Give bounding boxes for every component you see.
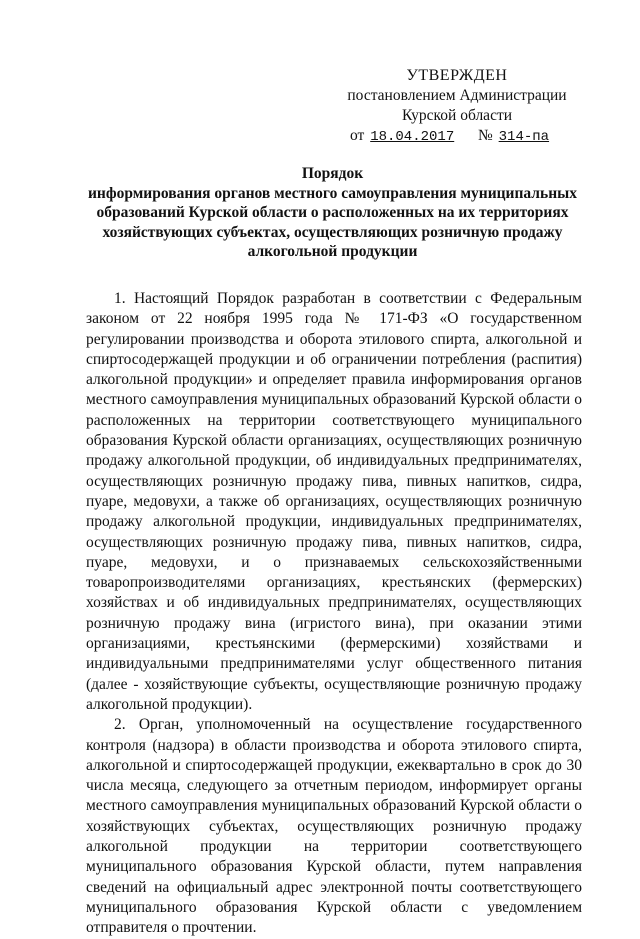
paragraph-1: 1. Настоящий Порядок разработан в соответствии с Федеральным законом от 22 ноября 1995 года № 171-ФЗ «О государственном регулировании производства и оборота этилового спирта, алкогольной и спиртосодержащей продукции и об ограничении потребления (распития) алкогольной продукции» и определяет правила информирования органов местного самоуправления муниципальных образований Курской области о расположенных на территории соответствующего муниципального образования Курской области организациях, осуществляющих розничную продажу алкогольной продукции, об индивидуальных предпринимателях, осуществляющих розничную продажу пива, пивных напитков, сидра, пуаре, медовухи, а также об организациях, осуществляющих розничную продажу алкогольной продукции, индивидуальных предпринимателях, осуществляющих розничную продажу пива, пивных напитков, сидра, пуаре, медовухи, и о признаваемых сельскохозяйственными товаропроизводителями организациях, крестьянских (фермерских) хозяйствах и об индивидуальных предпринимателях, осуществляющих розничную продажу вина (игристого вина), при оказании этими организациями, крестьянскими (фермерскими) хозяйствами и индивидуальными предпринимателями услуг общественного питания (далее - хозяйствующие субъекты, осуществляющие розничную продажу алкогольной продукции). <box>86 290 582 713</box>
document-body <box>86 289 582 939</box>
paragraph-2: 2. Орган, уполномоченный на осуществление государственного контроля (надзора) в области производства и оборота этилового спирта, алкогольной и спиртосодержащей продукции, ежеквартально в срок до 30 числа месяца, следующего за отчетным периодом, информирует органы местного самоуправления муниципальных образований Курской области о хозяйствующих субъектах, осуществляющих розничную продажу алкогольной продукции на территории соответствующего муниципального образования Курской области, путем направления сведений на официальный адрес электронной почты соответствующего муниципального образования Курской области с уведомлением отправителя о прочтении. <box>86 716 582 937</box>
approval-line-1: постановлением Администрации <box>347 87 567 104</box>
number-prefix: № <box>477 127 493 144</box>
document-title <box>70 164 595 262</box>
approval-stamp <box>342 66 572 147</box>
approval-heading: УТВЕРЖДЕН <box>406 67 508 84</box>
title-label: Порядок <box>301 165 364 182</box>
date-value: 18.04.2017 <box>370 129 455 145</box>
title-subtitle: информирования органов местного самоуправления муниципальных образований Курской области о расположенных на их территориях хозяйствующих субъектах, осуществляющих розничную продажу алкогольной продукции <box>88 184 577 260</box>
approval-date-line <box>342 126 572 147</box>
number-value: 314-па <box>498 129 550 145</box>
date-prefix: от <box>350 127 365 144</box>
approval-line-2: Курской области <box>401 107 513 124</box>
